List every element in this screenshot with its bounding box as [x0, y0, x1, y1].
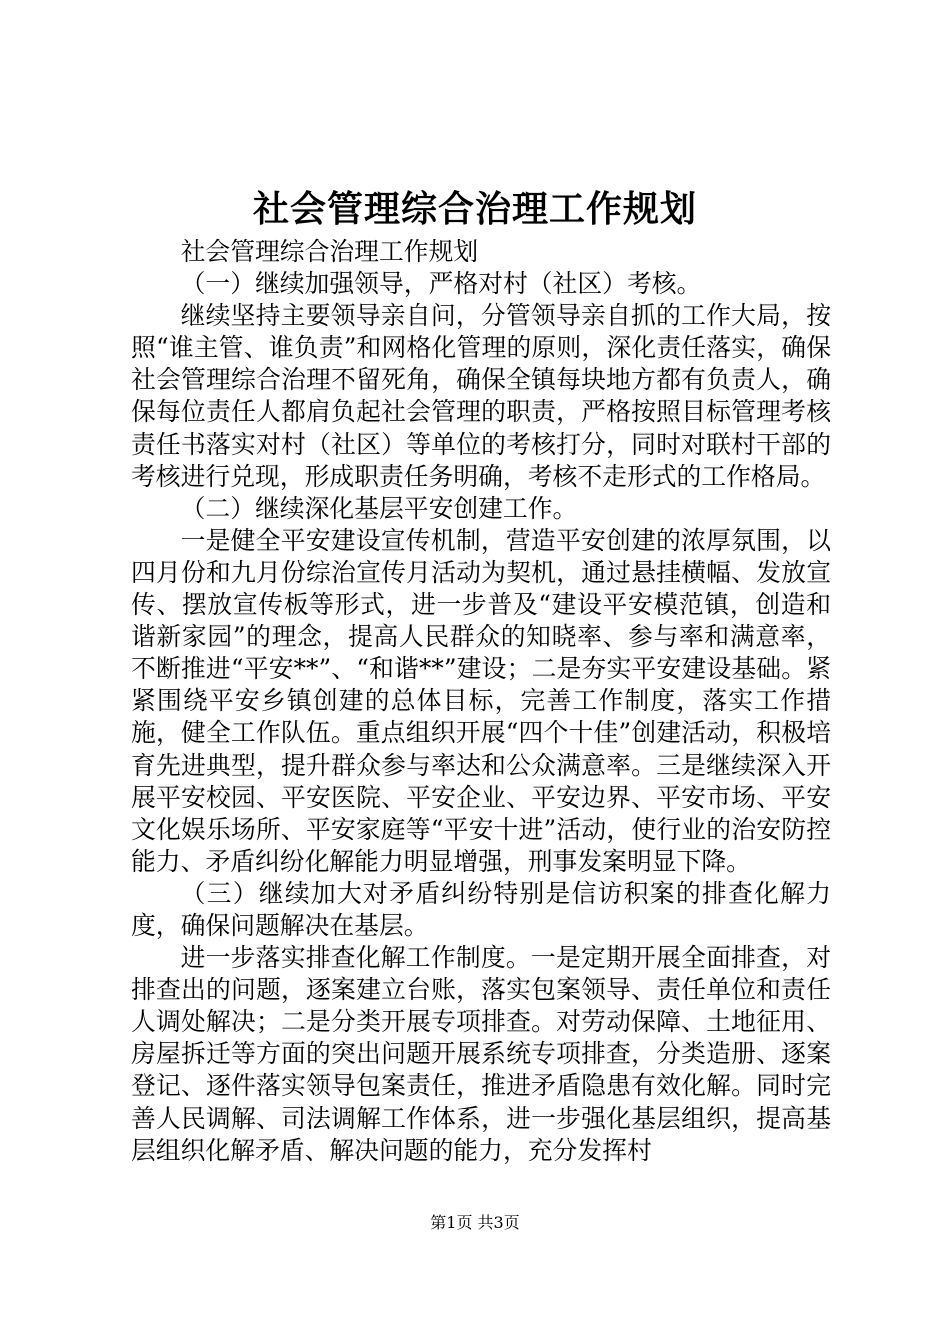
- paragraph-body-1: 继续坚持主要领导亲自问，分管领导亲自抓的工作大局，按照“谁主管、谁负责”和网格化管理的原则，深化责任落实，确保社会管理综合治理不留死角，确保全镇每块地方都有负责人，确保每位责任人都肩负起社会管理的职责，严格按照目标管理考核责任书落实对村（社区）等单位的考核打分，同时对联村干部的考核进行兑现，形成职责任务明确，考核不走形式的工作格局。: [131, 301, 831, 491]
- paragraph-subtitle: 社会管理综合治理工作规划: [180, 237, 479, 266]
- paragraph-heading-2: （二）继续深化基层平安创建工作。: [180, 493, 578, 523]
- paragraph-heading-1: （一）继续加强领导，严格对村（社区）考核。: [180, 269, 702, 299]
- paragraph-heading-3: （三）继续加大对矛盾纠纷特别是信访积案的排查化解力度，确保问题解决在基层。: [131, 878, 831, 940]
- document-body: [131, 236, 831, 1167]
- paragraph-body-3: 进一步落实排查化解工作制度。一是定期开展全面排查，对排查出的问题，逐案建立台账，落实包案领导、责任单位和责任人调处解决；二是分类开展专项排查。对劳动保障、土地征用、房屋拆迁等方面的突出问题开展系统专项排查，分类造册、逐案登记、逐件落实领导包案责任，推进矛盾隐患有效化解。同时完善人民调解、司法调解工作体系，进一步强化基层组织，提高基层组织化解矛盾、解决问题的能力，充分发挥村: [131, 943, 831, 1165]
- document-title: 社会管理综合治理工作规划: [252, 189, 697, 230]
- page-number-footer: 第1页 共3页: [430, 1213, 520, 1232]
- paragraph-body-2: 一是健全平安建设宣传机制，营造平安创建的浓厚氛围，以四月份和九月份综治宣传月活动为契机，通过悬挂横幅、发放宣传、摆放宣传板等形式，进一步普及“建设平安模范镇，创造和谐新家园”的理念，提高人民群众的知晓率、参与率和满意率，不断推进“平安**”、“和谐**”建设；二是夯实平安建设基础。紧紧围绕平安乡镇创建的总体目标，完善工作制度，落实工作措施，健全工作队伍。重点组织开展“四个十佳”创建活动，积极培育先进典型，提升群众参与率达和公众满意率。三是继续深入开展平安校园、平安医院、平安企业、平安边界、平安市场、平安文化娱乐场所、平安家庭等“平安十进”活动，使行业的治安防控能力、矛盾纠纷化解能力明显增强，刑事发案明显下降。: [131, 525, 831, 876]
